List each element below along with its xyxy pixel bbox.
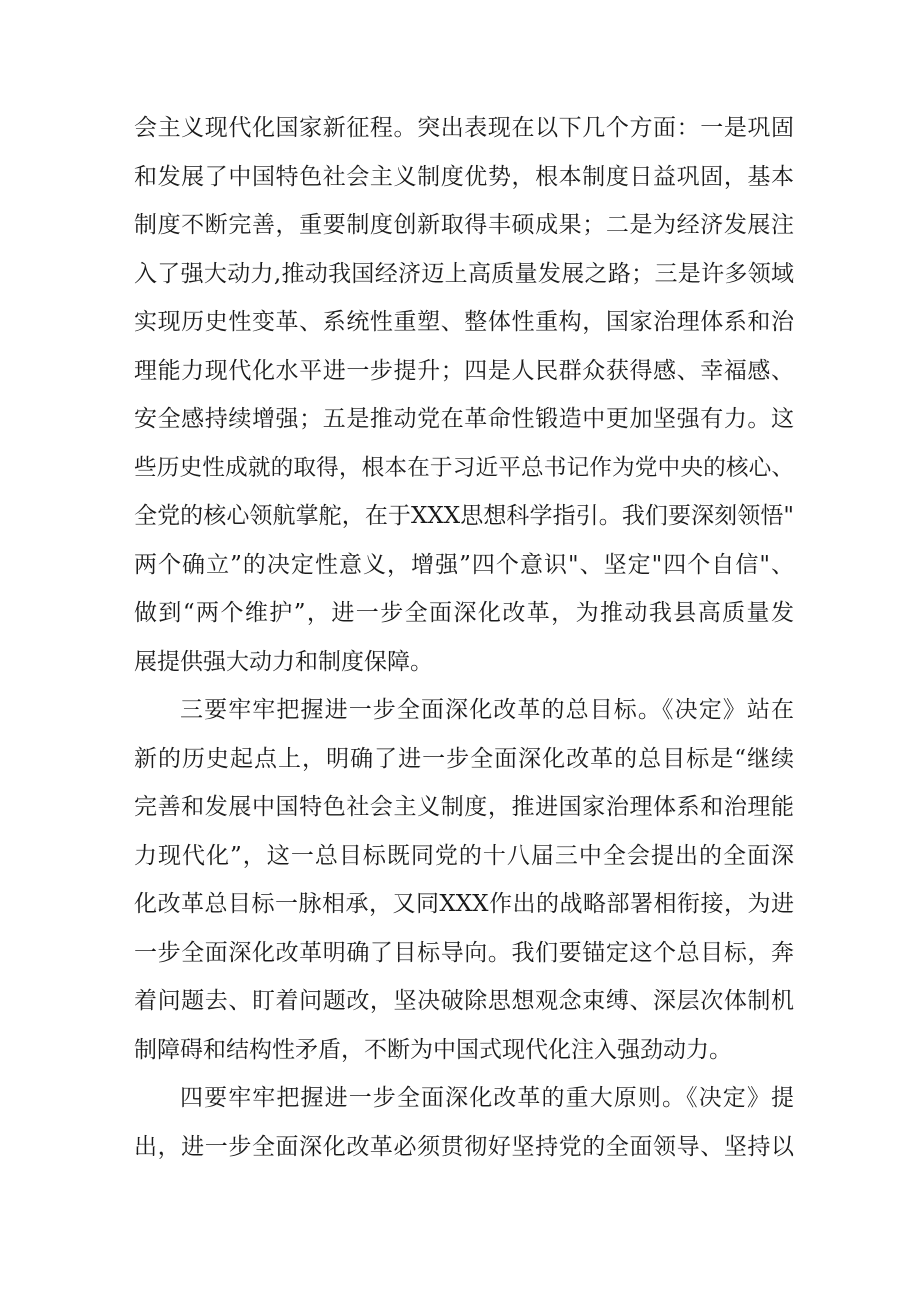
text-line: 全党的核心领航掌舵，在于XXX思想科学指引。我们要深刻领悟" [134,503,794,529]
text-line: 理能力现代化水平进一步提升；四是人民群众获得感、幸福感、 [134,357,794,384]
paragraph-start-line: 四要牢牢把握进一步全面深化改革的重大原则。《决定》提 [180,1085,794,1111]
text-line: 力现代化”，这一总目标既同党的十八届三中全会提出的全面深 [134,842,794,869]
text-line: 化改革总目标一脉相承，又同XXX作出的战略部署相衔接，为进 [134,891,794,917]
text-line: 制障碍和结构性矛盾，不断为中国式现代化注入强劲动力。 [134,1036,732,1063]
text-line: 展提供强大动力和制度保障。 [134,648,433,675]
paragraph-start-line: 三要牢牢把握进一步全面深化改革的总目标。《决定》站在 [180,697,794,723]
text-line: 做到“两个维护”，进一步全面深化改革，为推动我县高质量发 [134,600,794,626]
text-line: 完善和发展中国特色社会主义制度，推进国家治理体系和治理能 [134,794,794,820]
document-body-text [134,104,794,1171]
text-line: 些历史性成就的取得，根本在于习近平总书记作为党中央的核心、 [134,454,794,481]
text-line: 一步全面深化改革明确了目标导向。我们要锚定这个总目标，奔 [134,939,794,966]
text-line: 安全感持续增强；五是推动党在革命性锻造中更加坚强有力。这 [134,406,794,432]
text-line: 出，进一步全面深化改革必须贯彻好坚持党的全面领导、坚持以 [134,1133,794,1160]
text-line: 入了强大动力,推动我国经济迈上高质量发展之路；三是许多领域 [134,260,794,287]
text-line: 和发展了中国特色社会主义制度优势，根本制度日益巩固，基本 [134,163,794,190]
text-line: 实现历史性变革、系统性重塑、整体性重构，国家治理体系和治 [134,309,794,335]
text-line: 制度不断完善，重要制度创新取得丰硕成果；二是为经济发展注 [134,212,794,238]
text-line: 新的历史起点上，明确了进一步全面深化改革的总目标是“继续 [134,745,794,772]
text-line: 会主义现代化国家新征程。突出表现在以下几个方面：一是巩固 [134,115,794,141]
text-line: 着问题去、盯着问题改，坚决破除思想观念束缚、深层次体制机 [134,988,794,1014]
text-line: 两个确立”的决定性意义，增强”四个意识"、坚定"四个自信"、 [134,551,794,578]
